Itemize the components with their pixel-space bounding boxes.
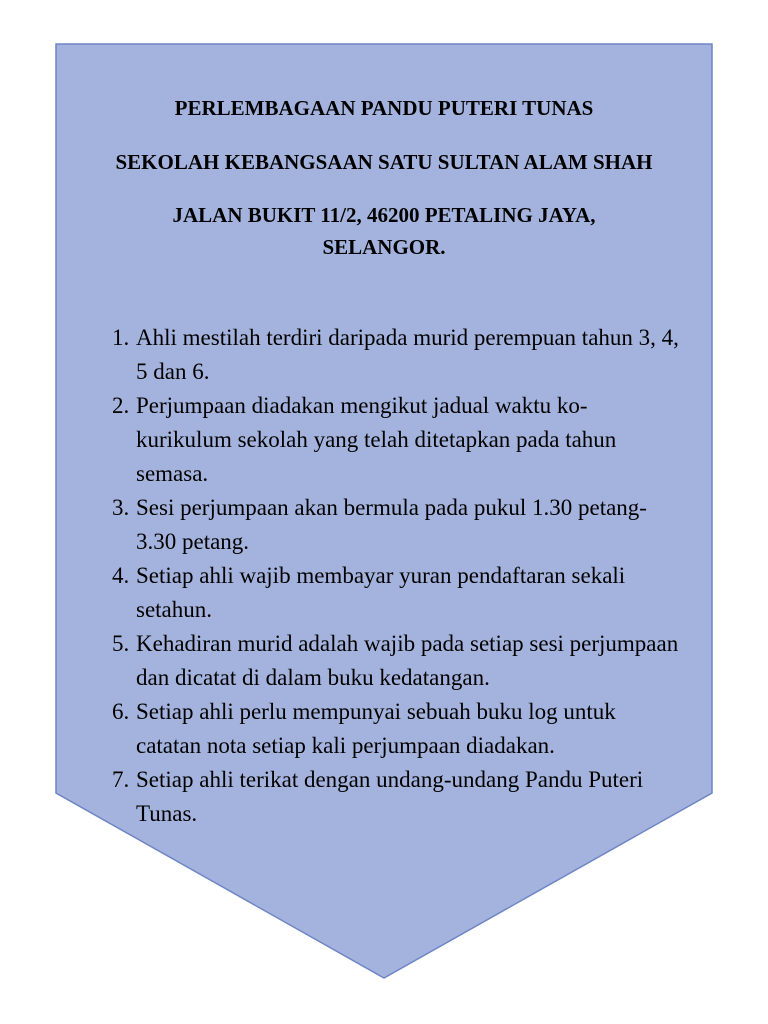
rule-number: 2.	[112, 393, 130, 418]
rule-item	[56, 389, 712, 491]
rule-text: Sesi perjumpaan akan bermula pada pukul 1.30 petang- 3.30 petang.	[136, 495, 647, 554]
rule-text: Perjumpaan diadakan mengikut jadual waktu ko-kurikulum sekolah yang telah ditetapkan pada tahun semasa.	[136, 393, 617, 486]
rule-text: Setiap ahli perlu mempunyai sebuah buku log untuk catatan nota setiap kali perjumpaan diadakan.	[136, 699, 616, 758]
rule-number: 4.	[112, 563, 130, 588]
rule-item	[56, 491, 712, 559]
rule-text: Setiap ahli wajib membayar yuran pendaftaran sekali setahun.	[136, 563, 626, 622]
rule-text: Setiap ahli terikat dengan undang-undang Pandu Puteri Tunas.	[136, 767, 644, 826]
rule-number: 5.	[112, 631, 130, 656]
rule-item	[56, 321, 712, 389]
heading-address: JALAN BUKIT 11/2, 46200 PETALING JAYA,	[172, 203, 596, 227]
rule-item	[56, 627, 712, 695]
rule-number: 3.	[112, 495, 130, 520]
heading-state: SELANGOR.	[322, 235, 446, 259]
rule-number: 6.	[112, 699, 130, 724]
heading-organization: PERLEMBAGAAN PANDU PUTERI TUNAS	[174, 96, 594, 120]
rule-number: 1.	[112, 325, 130, 350]
rule-text: Ahli mestilah terdiri daripada murid perempuan tahun 3, 4, 5 dan 6.	[136, 325, 679, 384]
rule-item	[56, 559, 712, 627]
rule-number: 7.	[112, 767, 130, 792]
rule-item	[56, 695, 712, 763]
rule-item	[56, 763, 712, 831]
heading-school: SEKOLAH KEBANGSAAN SATU SULTAN ALAM SHAH	[115, 150, 653, 174]
rules-list	[56, 321, 712, 831]
rule-text: Kehadiran murid adalah wajib pada setiap sesi perjumpaan dan dicatat di dalam buku kedatangan.	[136, 631, 679, 690]
pennant-content	[56, 44, 712, 831]
